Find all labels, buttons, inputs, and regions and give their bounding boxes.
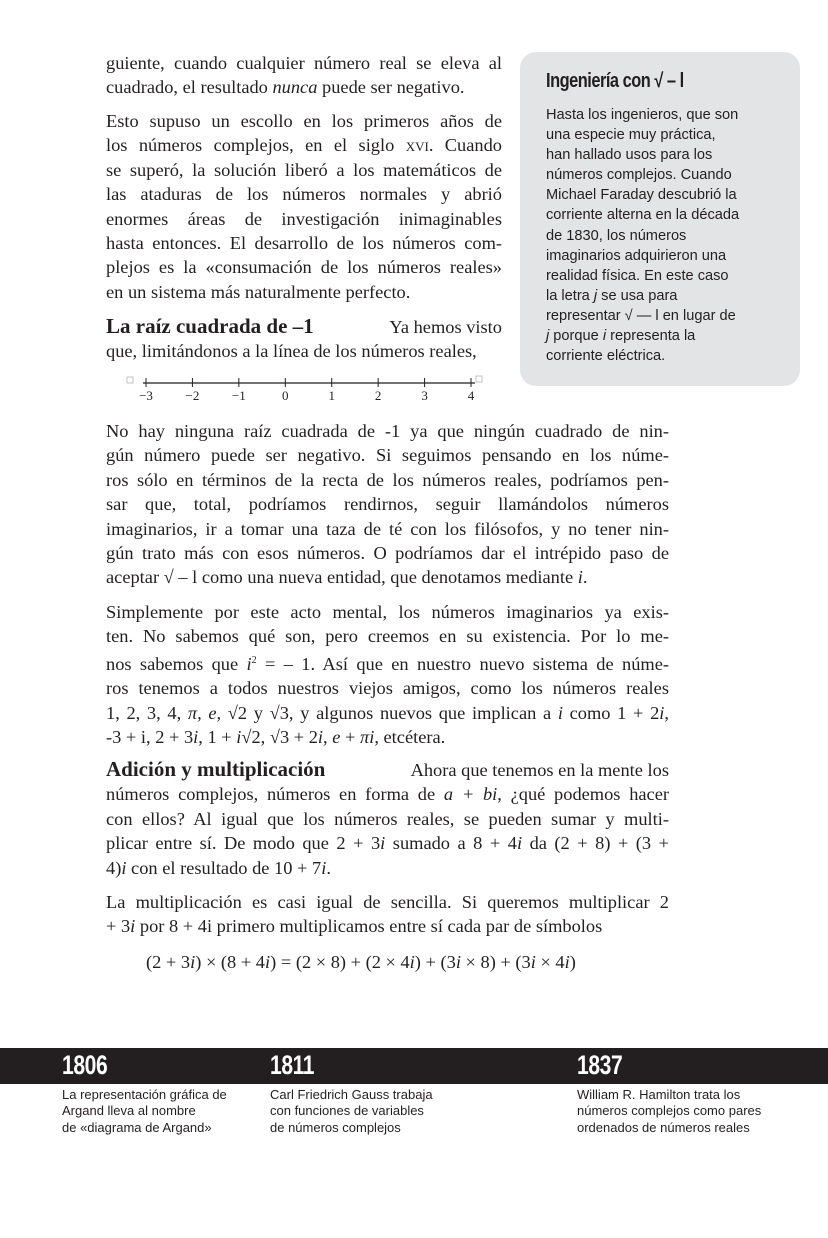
text-span: por 8 + 4i primero multiplicamos entre sí cada par de símbolos: [135, 916, 603, 937]
text-span: .: [326, 857, 331, 878]
event-line: Argand lleva al nombre: [62, 1103, 196, 1119]
text-span: números complejos, números en forma de: [106, 784, 444, 805]
italic-i: i: [121, 857, 127, 878]
text-line: [106, 831, 669, 855]
tick-label: 3: [421, 388, 428, 402]
text-line: las ataduras de los números normales y abrió: [106, 184, 502, 205]
text-line: [106, 782, 669, 806]
text-line: se superó, la solución liberó a los matemáticos de: [106, 159, 502, 180]
paragraph-intro: [106, 51, 502, 100]
text-span: + 3: [106, 916, 131, 937]
timeline-year-1811: 1811: [270, 1050, 315, 1080]
text-line: [106, 701, 669, 725]
text-line: gún trato más con esos números. O podríamos dar el intrépido paso de: [106, 543, 669, 564]
timeline-year-1806: 1806: [62, 1050, 108, 1080]
text-span: . Cuando: [428, 135, 503, 156]
text-span: plicar entre sí. De modo que 2 + 3: [106, 833, 381, 854]
text-line: que, limitándonos a la línea de los números reales,: [106, 341, 477, 362]
event-line: Carl Friedrich Gauss trabaja: [270, 1087, 433, 1102]
text-span: la letra: [546, 287, 594, 304]
text-span: representa la: [606, 328, 696, 345]
event-line: de «diagrama de Argand»: [62, 1119, 212, 1135]
text-span: 1, 2, 3, 4,: [106, 702, 188, 723]
italic-i: i: [321, 857, 327, 878]
italic-i: i: [317, 727, 324, 748]
text-span: porque: [549, 328, 603, 345]
text-span: sumado a 8 + 4: [385, 833, 517, 854]
italic-i: i: [236, 727, 242, 748]
section-raiz-cuadrada: [106, 314, 502, 364]
text-line: guiente, cuando cualquier número real se eleva al: [106, 53, 502, 73]
text-line: Esto supuso un escollo en los primeros años de: [106, 111, 502, 131]
text-span: ,: [664, 702, 670, 723]
section-adicion: [106, 757, 669, 880]
text-line: No hay ninguna raíz cuadrada de -1 ya que ningún cuadrado de nin-: [106, 421, 669, 441]
timeline-event-1806: [62, 1087, 227, 1136]
superscript-2: 2: [251, 654, 257, 666]
sidebar-line: [546, 326, 739, 346]
timeline-event-1837: [577, 1087, 761, 1136]
text-line: La multiplicación es casi igual de sencilla. Si queremos multiplicar 2: [106, 892, 669, 912]
text-line: ros sólo en términos de la recta de los números reales, podríamos pen-: [106, 469, 669, 490]
italic-i: i: [246, 653, 252, 674]
event-line: William R. Hamilton trata los: [577, 1087, 741, 1102]
text-line: [106, 133, 502, 157]
text-span: se usa para: [597, 287, 678, 304]
italic-j: j: [593, 287, 598, 304]
text-span: ,: [323, 727, 333, 748]
tick-label: 0: [282, 388, 289, 402]
tick-group: [139, 378, 475, 402]
sidebar-line: imaginarios adquirieron una: [546, 247, 727, 264]
italic-e: e: [332, 727, 341, 748]
text-span: , etcétera.: [374, 727, 446, 748]
text-span: Ya hemos visto: [389, 317, 502, 337]
text-span: Ahora que tenemos en la mente los: [410, 760, 669, 780]
italic-i: i: [516, 833, 523, 854]
sidebar-line: representar √ — l en lugar de: [546, 307, 736, 324]
tick-label: −3: [139, 388, 153, 402]
tick-label: 1: [328, 388, 335, 402]
text-span: √2 y √3, y algunos nuevos que implican a: [221, 702, 558, 723]
text-span: .: [582, 567, 588, 588]
text-span: √2, √3 + 2: [241, 727, 318, 748]
text-span: como 1 + 2: [562, 702, 660, 723]
event-line: números complejos como pares: [577, 1103, 762, 1119]
italic-i: i: [557, 702, 563, 723]
paragraph-no-hay: [106, 419, 669, 590]
italic-i: i: [602, 328, 607, 345]
text-line: hasta entonces. El desarrollo de los números com-: [106, 233, 502, 254]
text-line: en un sistema más naturalmente perfecto.: [106, 281, 411, 302]
paragraph-simplemente: [106, 600, 669, 750]
timeline-year-1837: 1837: [577, 1050, 623, 1080]
sidebar-body: [546, 105, 739, 366]
paragraph-escollo: [106, 109, 502, 304]
text-line: imaginarios, ir a tomar una taza de té con los filósofos, y no tener nin-: [106, 518, 669, 539]
emphasis-nunca: nunca: [272, 77, 318, 98]
sidebar-line: Hasta los ingenieros, que son: [546, 107, 739, 123]
italic-i: i: [659, 702, 665, 723]
tick-label: −1: [231, 388, 246, 402]
italic-i: i: [577, 567, 583, 588]
sidebar-line: de 1830, los números: [546, 227, 687, 244]
text-span: los números complejos, en el siglo: [106, 135, 406, 156]
timeline-event-1811: [270, 1087, 433, 1136]
text-span: , 1 +: [198, 727, 237, 748]
text-span: nos sabemos que: [106, 653, 247, 674]
text-line: [106, 914, 669, 938]
sidebar-title: Ingeniería con √ – l: [546, 70, 684, 92]
sidebar-line: han hallado usos para los: [546, 147, 713, 164]
text-line: sar que, total, podríamos rendirnos, seguir llamándolos números: [106, 494, 669, 515]
text-span: cuadrado, el resultado: [106, 77, 273, 98]
event-line: de números complejos: [270, 1119, 401, 1135]
text-span: +: [340, 727, 360, 748]
missing-glyph-left: [127, 377, 133, 383]
event-line: con funciones de variables: [270, 1103, 424, 1119]
text-line: gún número puede ser negativo. Si seguimos pensando en los núme-: [106, 445, 669, 466]
sidebar-line: números complejos. Cuando: [546, 167, 732, 184]
text-line: [106, 565, 669, 589]
event-line: ordenados de números reales: [577, 1119, 750, 1135]
text-line: ros tenemos a todos nuestros viejos amigos, como los números reales: [106, 678, 669, 699]
equation-text: (2 + 3i) × (8 + 4i) = (2 × 8) + (2 × 4i) + (3i × 8) + (3i × 4i): [146, 952, 576, 972]
equation-multiplication: [146, 950, 666, 974]
text-span: aceptar √ – l como una nueva entidad, que denotamos mediante: [106, 567, 578, 588]
sidebar-line: realidad física. En este caso: [546, 267, 729, 284]
italic-i: i: [380, 833, 386, 854]
italic-constants: π, e,: [187, 702, 222, 723]
text-line: [106, 75, 502, 99]
sidebar-line: [546, 286, 739, 306]
text-span: da (2 + 8) + (3 +: [522, 833, 670, 854]
timeline-bar: [0, 1048, 828, 1084]
sidebar-line: corriente alterna en la década: [546, 207, 740, 224]
text-span: -3 + i, 2 + 3: [106, 727, 194, 748]
text-line: [106, 757, 669, 782]
tick-label: −2: [185, 388, 200, 402]
text-line: [106, 314, 502, 339]
sidebar-line: una especie muy práctica,: [546, 127, 716, 144]
text-span: = – 1. Así que en nuestro nuevo sistema de núme-: [256, 653, 669, 674]
text-line: plejos es la «consumación de los números reales»: [106, 257, 502, 278]
text-line: ten. No sabemos qué son, pero creemos en su existencia. Por lo me-: [106, 626, 669, 647]
italic-i: i: [193, 727, 199, 748]
missing-glyph-right: [476, 376, 482, 382]
text-line: enormes áreas de investigación inimaginables: [106, 208, 502, 229]
tick-label: 2: [374, 388, 382, 402]
italic-a-bi: a + bi: [443, 784, 498, 805]
paragraph-multiplicacion: [106, 890, 669, 939]
sidebar-line: Michael Faraday descubrió la: [546, 187, 737, 204]
century-numeral: xvi: [405, 135, 429, 156]
text-line: [106, 725, 669, 749]
sidebar-box-ingenieria: [520, 52, 800, 386]
event-line: La representación gráfica de: [62, 1087, 227, 1102]
text-line: [106, 856, 669, 880]
text-line: Simplemente por este acto mental, los números imaginarios ya exis-: [106, 602, 669, 622]
text-span: , ¿qué podemos hacer: [497, 784, 670, 805]
italic-j: j: [546, 328, 550, 345]
sidebar-line: corriente eléctrica.: [546, 348, 666, 365]
section-heading-raiz: La raíz cuadrada de –1: [106, 314, 314, 338]
text-line: [106, 649, 669, 677]
text-span: puede ser negativo.: [317, 77, 465, 98]
number-line-diagram: [120, 370, 490, 402]
text-span: con el resultado de 10 + 7: [126, 857, 322, 878]
italic-pi-i: πi: [360, 727, 375, 748]
text-line: con ellos? Al igual que los números reales, se pueden sumar y multi-: [106, 808, 669, 829]
tick-label: 4: [467, 388, 475, 402]
text-span: 4): [106, 857, 122, 878]
italic-i: i: [130, 916, 136, 937]
section-heading-adicion: Adición y multiplicación: [106, 757, 326, 781]
